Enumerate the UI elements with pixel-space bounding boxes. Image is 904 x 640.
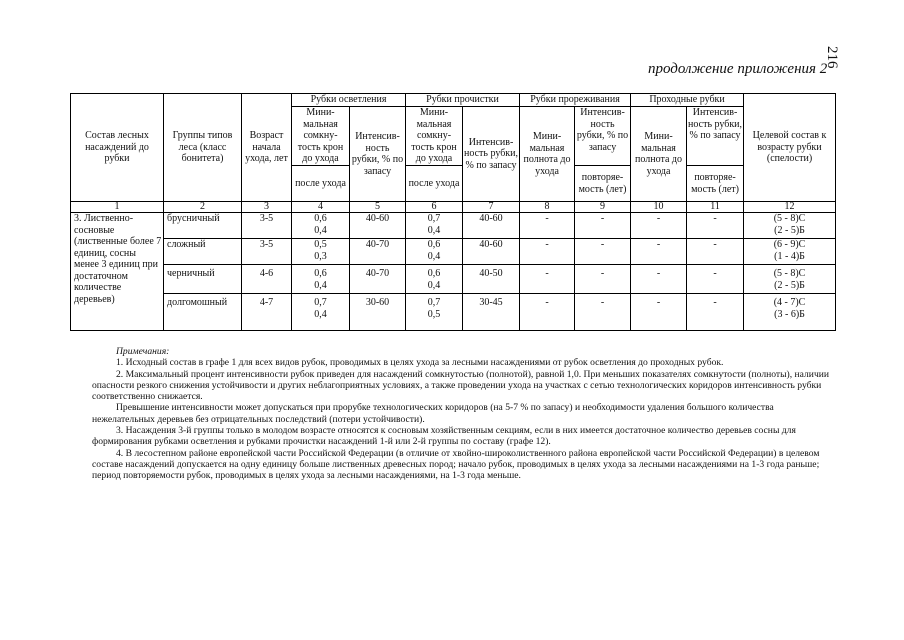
header-repeat-4: повторяе-мость (лет)	[687, 166, 744, 202]
value-birch: (2 - 5)Б	[774, 224, 805, 236]
col-number: 3	[242, 202, 292, 213]
note-2: 2. Максимальный процент интенсивности рубок приведен для насаждений сомкнутостью (полнотой), равной 1,0. При меньших показателях сомкнутости (полноты), наличии опасности резкого снижения устойчивости и других неблагоприятных условиях, а также проведении ухода на участках с сетью технологических коридоров интенсивность рубки соответственно снижается.	[92, 368, 830, 403]
col-number: 11	[687, 202, 744, 213]
cell-10: -	[631, 213, 687, 239]
header-min-fullness-4: Мини-мальная полнота до ухода	[631, 107, 687, 202]
col-number: 9	[575, 202, 631, 213]
value-birch: (2 - 5)Б	[774, 279, 805, 291]
header-intensity-3: Интенсив-ность рубки, % по запасу	[575, 107, 631, 166]
cell-10: -	[631, 294, 687, 331]
col-number: 6	[406, 202, 463, 213]
cell-10: -	[631, 239, 687, 265]
cell-9: -	[575, 239, 631, 265]
header-min-fullness-3: Мини-мальная полнота до ухода	[520, 107, 575, 202]
header-after-care-2: после ухода	[406, 166, 463, 202]
value-before: 0,6	[427, 239, 441, 250]
cell-8: -	[520, 239, 575, 265]
cell-11: -	[687, 239, 744, 265]
cell-forest-type: сложный	[164, 239, 242, 265]
cell-age: 3-5	[242, 213, 292, 239]
cell-forest-type: брусничный	[164, 213, 242, 239]
cell-density-1	[292, 294, 350, 331]
value-birch: (3 - 6)Б	[774, 308, 805, 320]
header-composition: Состав лесных насаждений до рубки	[71, 94, 164, 202]
header-group-3: Рубки прореживания	[520, 94, 631, 107]
col-number: 7	[463, 202, 520, 213]
header-min-density-2: Мини-мальная сомкну-тость крон до ухода	[406, 107, 463, 166]
cell-forest-type: черничный	[164, 265, 242, 294]
value-pine: (5 - 8)С	[773, 213, 806, 224]
value-birch: (1 - 4)Б	[774, 250, 805, 262]
cell-density-2	[406, 265, 463, 294]
note-1: 1. Исходный состав в графе 1 для всех видов рубок, проводимых в целях ухода за лесными насаждениями от рубок осветления до проходных рубок.	[116, 357, 724, 369]
cell-intensity-1: 30-60	[350, 294, 406, 331]
cell-intensity-2: 40-60	[463, 239, 520, 265]
notes	[92, 346, 834, 482]
cell-10: -	[631, 265, 687, 294]
cell-intensity-1: 40-70	[350, 265, 406, 294]
cell-8: -	[520, 213, 575, 239]
note-2b: Превышение интенсивности может допускаться при прорубке технологических коридоров (на 5-7 % по запасу) и необходимости удаления большого количества нежелательных деревьев без отрицательных последствий (потери устойчивости).	[92, 402, 774, 425]
value-pine: (6 - 9)С	[773, 239, 806, 250]
col-number: 4	[292, 202, 350, 213]
cell-8: -	[520, 265, 575, 294]
notes-title: Примечания:	[116, 346, 170, 357]
col-number: 1	[71, 202, 164, 213]
cell-8: -	[520, 294, 575, 331]
cell-target	[744, 239, 836, 265]
value-pine: (5 - 8)С	[773, 268, 806, 279]
header-forest-type: Группы типов леса (класс бонитета)	[164, 94, 242, 202]
cell-intensity-2: 40-60	[463, 213, 520, 239]
value-before: 0,7	[314, 297, 327, 308]
row-label: 3. Лиственно-сосновые (лиственные более 7 единиц, сосны менее 3 единиц при достаточном количестве деревьев)	[71, 213, 164, 331]
col-number: 10	[631, 202, 687, 213]
value-after: 0,4	[314, 308, 327, 320]
cell-density-2	[406, 213, 463, 239]
table-row	[71, 213, 836, 239]
cell-target	[744, 265, 836, 294]
cell-9: -	[575, 294, 631, 331]
cell-age: 4-6	[242, 265, 292, 294]
cell-density-2	[406, 294, 463, 331]
value-after: 0,4	[314, 224, 327, 236]
value-after: 0,3	[314, 250, 327, 262]
header-repeat-3: повторяе-мость (лет)	[575, 166, 631, 202]
cell-age: 4-7	[242, 294, 292, 331]
cell-intensity-2: 40-50	[463, 265, 520, 294]
header-min-density-1: Мини-мальная сомкну-тость крон до ухода	[292, 107, 350, 166]
value-before: 0,6	[314, 268, 327, 279]
cell-intensity-1: 40-60	[350, 213, 406, 239]
cell-density-1	[292, 239, 350, 265]
cell-intensity-2: 30-45	[463, 294, 520, 331]
header-after-care-1: после ухода	[292, 166, 350, 202]
cell-11: -	[687, 294, 744, 331]
cell-intensity-1: 40-70	[350, 239, 406, 265]
table-row	[71, 294, 836, 331]
page-number: 216	[824, 46, 840, 69]
cell-density-2	[406, 239, 463, 265]
header-intensity-1: Интенсив-ность рубки, % по запасу	[350, 107, 406, 202]
value-after: 0,4	[427, 224, 441, 236]
cell-density-1	[292, 213, 350, 239]
col-number: 5	[350, 202, 406, 213]
header-group-1: Рубки осветления	[292, 94, 406, 107]
header-age-start: Возраст начала ухода, лет	[242, 94, 292, 202]
col-number: 8	[520, 202, 575, 213]
value-before: 0,7	[427, 297, 441, 308]
cell-11: -	[687, 265, 744, 294]
value-pine: (4 - 7)С	[773, 297, 806, 308]
header-intensity-2: Интенсив-ность рубки, % по запасу	[463, 107, 520, 202]
note-4: 4. В лесостепном районе европейской части Российской Федерации (в отличие от хвойно-широколиственного района европейской части Российской Федерации) в целевом составе насаждений допускается на одну единицу больше лиственных древесных пород; начало рубок, проводимых в целях ухода за лесными насаждениями на 1-3 года раньше; период повторяемости рубок, проводимых в целях ухода за лесными насаждениями, на 1-3 года меньше.	[92, 447, 820, 482]
col-number: 12	[744, 202, 836, 213]
value-after: 0,4	[314, 279, 327, 291]
cell-density-1	[292, 265, 350, 294]
value-before: 0,6	[427, 268, 441, 279]
cell-forest-type: долгомошный	[164, 294, 242, 331]
value-before: 0,5	[314, 239, 327, 250]
data-table	[70, 93, 836, 331]
value-before: 0,7	[427, 213, 441, 224]
table-row	[71, 239, 836, 265]
cell-11: -	[687, 213, 744, 239]
value-after: 0,5	[427, 308, 441, 320]
col-number: 2	[164, 202, 242, 213]
cell-age: 3-5	[242, 239, 292, 265]
header-group-4: Проходные рубки	[631, 94, 744, 107]
cell-target	[744, 213, 836, 239]
cell-target	[744, 294, 836, 331]
cell-9: -	[575, 213, 631, 239]
value-after: 0,4	[427, 250, 441, 262]
value-after: 0,4	[427, 279, 441, 291]
cell-9: -	[575, 265, 631, 294]
table-row	[71, 265, 836, 294]
note-3: 3. Насаждения 3-й группы только в молодом возрасте относятся к сосновым хозяйственным секциям, если в них имеется достаточное количество деревьев сосны для формирования рубками осветления и рубками прочистки насаждений 1-й или 2-й группы по составу (графе 12).	[92, 425, 796, 448]
continuation-title: продолжение приложения 2	[648, 61, 828, 77]
value-before: 0,6	[314, 213, 327, 224]
header-intensity-4: Интенсив-ность рубки, % по запасу	[687, 107, 744, 166]
header-target: Целевой состав к возрасту рубки (спелости)	[744, 94, 836, 202]
header-group-2: Рубки прочистки	[406, 94, 520, 107]
